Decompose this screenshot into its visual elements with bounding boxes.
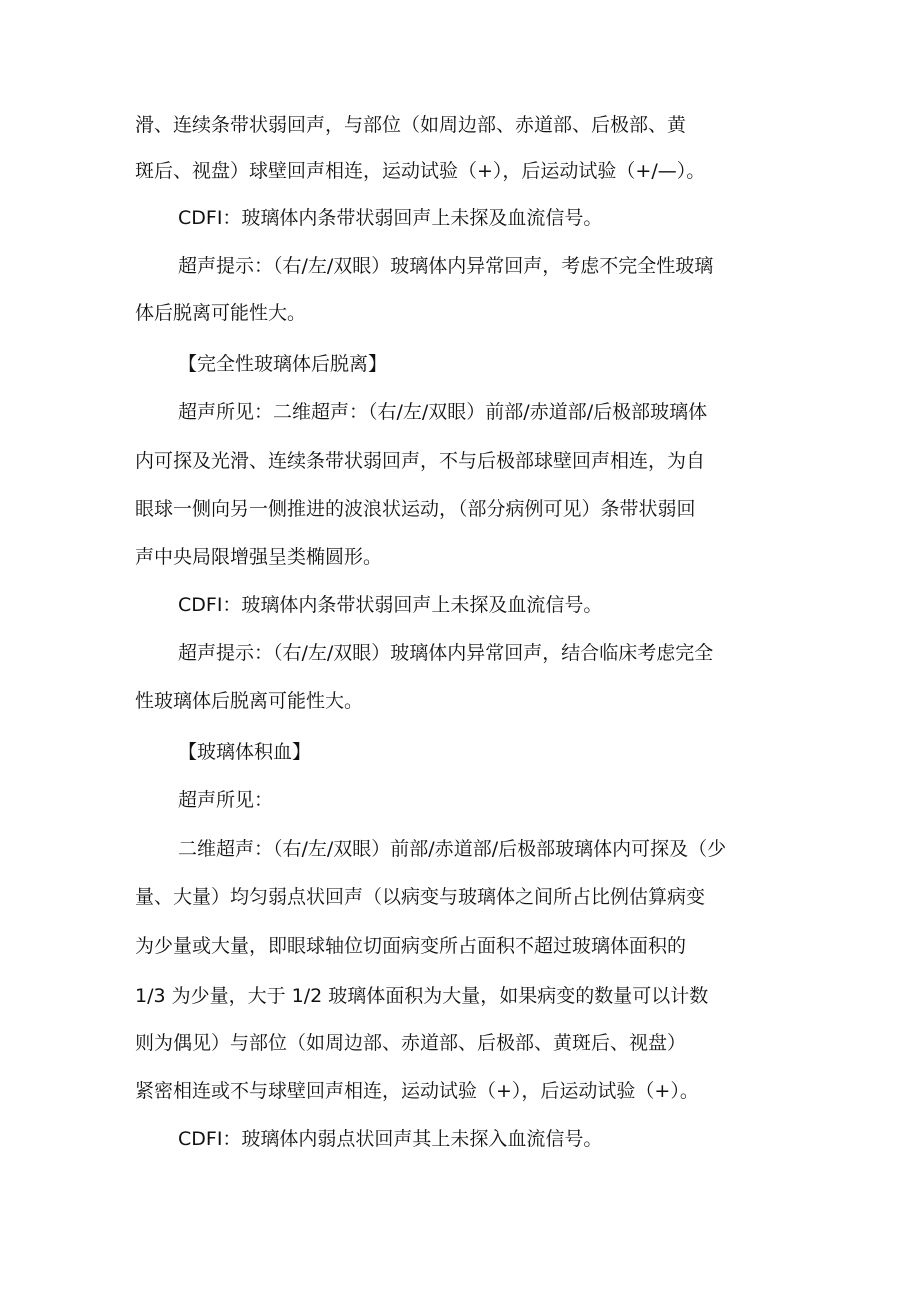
cdfi-finding-line: CDFI：玻璃体内条带状弱回声上未探及血流信号。 <box>178 594 603 616</box>
text-line: 性玻璃体后脱离可能性大。 <box>135 690 364 712</box>
text-line: 声中央局限增强呈类椭圆形。 <box>135 546 383 568</box>
section-heading: 【完全性玻璃体后脱离】 <box>178 353 388 375</box>
two-d-ultrasound-line: 二维超声：（右/左/双眼）前部/赤道部/后极部玻璃体内可探及（少 <box>178 838 727 860</box>
text-line: 内可探及光滑、连续条带状弱回声，不与后极部球壁回声相连，为自 <box>135 450 706 472</box>
cdfi-finding-line: CDFI：玻璃体内条带状弱回声上未探及血流信号。 <box>178 207 603 229</box>
text-line: 眼球一侧向另一侧推进的波浪状运动，（部分病例可见）条带状弱回 <box>135 498 696 520</box>
text-line: 则为偶见）与部位（如周边部、赤道部、后极部、黄斑后、视盘） <box>135 1032 687 1054</box>
ultrasound-findings-label: 超声所见： <box>178 789 274 811</box>
text-line: 为少量或大量，即眼球轴位切面病变所占面积不超过玻璃体面积的 <box>135 935 687 957</box>
section-heading: 【玻璃体积血】 <box>178 741 312 763</box>
cdfi-finding-line: CDFI：玻璃体内弱点状回声其上未探入血流信号。 <box>178 1128 603 1150</box>
text-line: 滑、连续条带状弱回声，与部位（如周边部、赤道部、后极部、黄 <box>135 114 687 136</box>
ultrasound-findings-line: 超声所见：二维超声：（右/左/双眼）前部/赤道部/后极部玻璃体 <box>178 401 708 423</box>
ultrasound-impression-line: 超声提示：（右/左/双眼）玻璃体内异常回声，考虑不完全性玻璃 <box>178 255 714 277</box>
text-line: 斑后、视盘）球壁回声相连，运动试验（+），后运动试验（+/—）。 <box>135 160 706 182</box>
text-line: 量、大量）均匀弱点状回声（以病变与玻璃体之间所占比例估算病变 <box>135 886 706 908</box>
text-line: 1/3 为少量，大于 1/2 玻璃体面积为大量，如果病变的数量可以计数 <box>135 985 709 1007</box>
ultrasound-impression-line: 超声提示：（右/左/双眼）玻璃体内异常回声，结合临床考虑完全 <box>178 642 714 664</box>
text-line: 体后脱离可能性大。 <box>135 302 307 324</box>
text-line: 紧密相连或不与球壁回声相连，运动试验（+），后运动试验（+）。 <box>135 1080 699 1102</box>
